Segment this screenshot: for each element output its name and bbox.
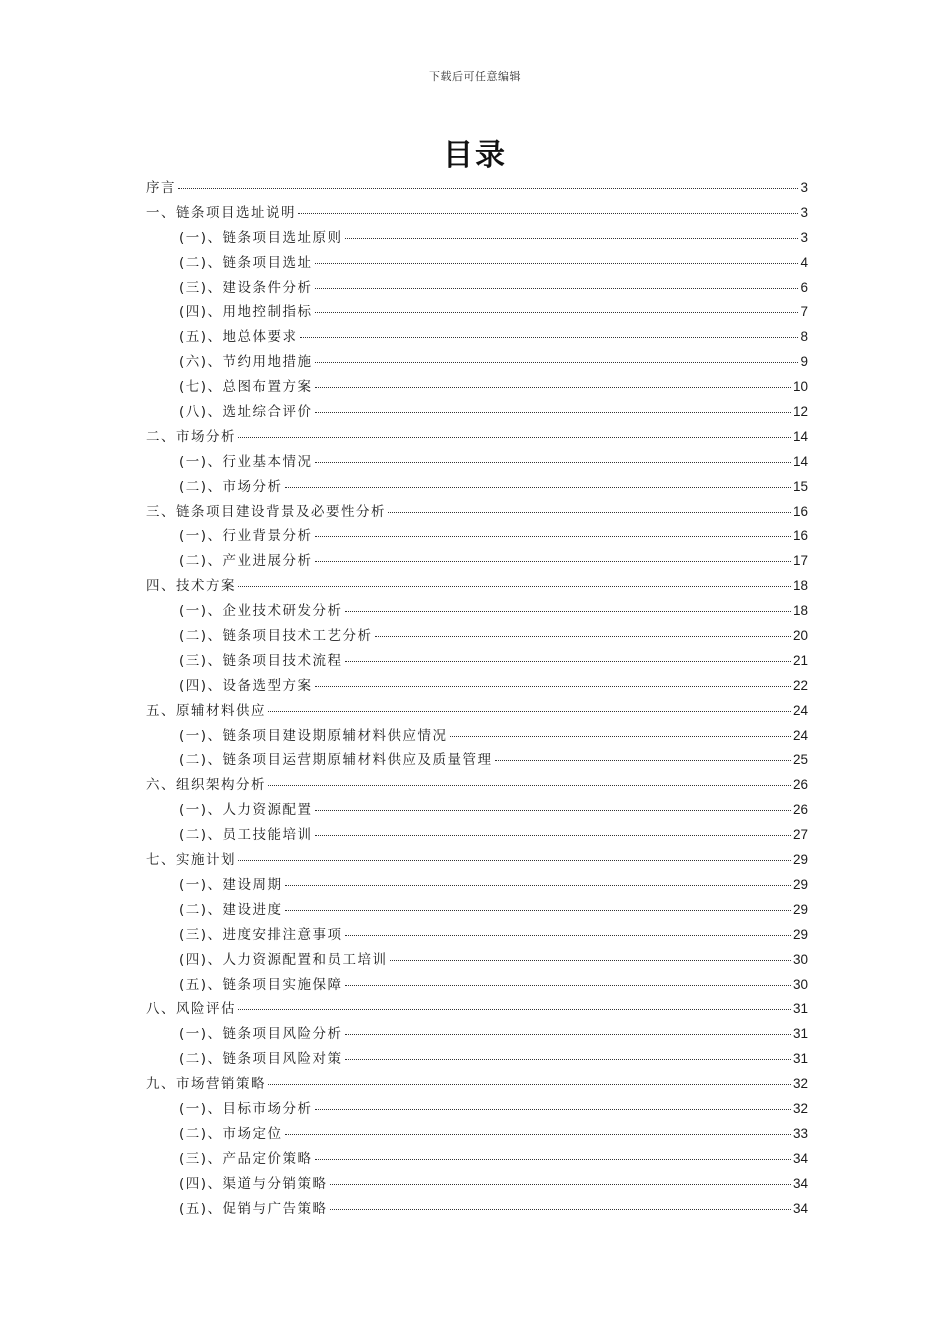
toc-entry-title: 六、组织架构分析 [146, 777, 266, 794]
toc-entry-page: 12 [792, 404, 808, 420]
toc-entry-page: 6 [800, 279, 808, 295]
toc-entry-page: 24 [792, 702, 808, 718]
toc-dot-leader [298, 213, 798, 214]
toc-entry[interactable] [146, 624, 808, 649]
toc-dot-leader [315, 312, 799, 313]
toc-entry[interactable] [146, 226, 808, 251]
toc-entry-page: 17 [792, 553, 808, 569]
toc-entry-page: 8 [800, 329, 808, 345]
toc-dot-leader [315, 835, 791, 836]
toc-entry-page: 4 [800, 254, 808, 270]
toc-dot-leader [238, 1009, 791, 1010]
toc-dot-leader [285, 1134, 791, 1135]
toc-entry[interactable] [146, 500, 808, 525]
toc-dot-leader [345, 238, 799, 239]
toc-entry-page: 22 [792, 677, 808, 693]
toc-dot-leader [345, 935, 791, 936]
toc-entry-page: 29 [792, 852, 808, 868]
toc-entry[interactable] [146, 251, 808, 276]
toc-dot-leader [178, 188, 798, 189]
toc-entry-page: 34 [792, 1200, 808, 1216]
toc-dot-leader [285, 487, 791, 488]
toc-entry-page: 15 [792, 478, 808, 494]
toc-dot-leader [300, 337, 799, 338]
toc-dot-leader [315, 263, 799, 264]
toc-entry-title: (一)、目标市场分析 [179, 1100, 313, 1117]
toc-entry-title: 序言 [146, 180, 176, 196]
toc-entry[interactable] [146, 300, 808, 325]
toc-entry-title: (八)、选址综合评价 [179, 404, 313, 421]
toc-entry-title: (二)、市场定位 [179, 1125, 283, 1142]
toc-entry-title: 九、市场营销策略 [146, 1076, 266, 1093]
toc-dot-leader [315, 1109, 791, 1110]
toc-entry-title: 七、实施计划 [146, 852, 236, 869]
toc-dot-leader [315, 362, 799, 363]
toc-entry-page: 16 [792, 503, 808, 519]
toc-dot-leader [345, 1059, 791, 1060]
toc-entry[interactable] [146, 823, 808, 848]
toc-entry-page: 9 [800, 354, 808, 370]
toc-entry-page: 31 [792, 1051, 808, 1067]
toc-entry-page: 3 [800, 229, 808, 245]
toc-entry[interactable] [146, 973, 808, 998]
toc-entry-title: (二)、产业进展分析 [179, 553, 313, 570]
toc-entry-title: (二)、建设进度 [179, 901, 283, 918]
toc-entry-page: 30 [792, 951, 808, 967]
toc-dot-leader [375, 636, 791, 637]
toc-entry-page: 31 [792, 1001, 808, 1017]
toc-dot-leader [315, 1159, 791, 1160]
toc-entry-title: 二、市场分析 [146, 428, 236, 445]
toc-entry[interactable] [146, 1022, 808, 1047]
toc-dot-leader [495, 760, 791, 761]
toc-entry-title: (二)、员工技能培训 [179, 827, 313, 844]
toc-entry[interactable] [146, 450, 808, 475]
toc-dot-leader [315, 462, 791, 463]
toc-entry-title: (一)、链条项目建设期原辅材料供应情况 [179, 727, 448, 744]
toc-entry-title: (五)、促销与广告策略 [179, 1200, 328, 1217]
toc-dot-leader [450, 736, 791, 737]
toc-entry-page: 7 [800, 304, 808, 320]
toc-entry-page: 24 [792, 727, 808, 743]
toc-entry-title: (一)、行业基本情况 [179, 453, 313, 470]
toc-dot-leader [315, 561, 791, 562]
toc-dot-leader [315, 810, 791, 811]
toc-dot-leader [315, 686, 791, 687]
toc-entry-page: 18 [792, 603, 808, 619]
toc-entry[interactable] [146, 276, 808, 301]
toc-entry-title: 五、原辅材料供应 [146, 702, 266, 719]
toc-entry[interactable] [146, 574, 808, 599]
toc-entry-page: 10 [792, 379, 808, 395]
toc-entry-page: 3 [800, 204, 808, 220]
toc-entry[interactable] [146, 873, 808, 898]
toc-entry[interactable] [146, 699, 808, 724]
toc-entry[interactable] [146, 1172, 808, 1197]
toc-entry-page: 34 [792, 1175, 808, 1191]
toc-entry[interactable] [146, 1097, 808, 1122]
toc-entry[interactable] [146, 1147, 808, 1172]
toc-entry-title: 四、技术方案 [146, 578, 236, 595]
toc-dot-leader [315, 288, 799, 289]
toc-entry[interactable] [146, 997, 808, 1022]
toc-entry-title: (二)、链条项目运营期原辅材料供应及质量管理 [179, 752, 493, 769]
toc-entry-title: (二)、链条项目技术工艺分析 [179, 628, 373, 645]
toc-entry-title: 三、链条项目建设背景及必要性分析 [146, 503, 386, 520]
toc-entry[interactable] [146, 1122, 808, 1147]
toc-entry[interactable] [146, 1047, 808, 1072]
toc-entry[interactable] [146, 649, 808, 674]
toc-entry-page: 18 [792, 578, 808, 594]
toc-dot-leader [238, 860, 791, 861]
toc-entry[interactable] [146, 848, 808, 873]
toc-entry-page: 29 [792, 926, 808, 942]
toc-dot-leader [285, 910, 791, 911]
toc-entry[interactable] [146, 948, 808, 973]
toc-entry[interactable] [146, 1197, 808, 1222]
toc-entry-page: 16 [792, 528, 808, 544]
toc-entry[interactable] [146, 201, 808, 226]
toc-dot-leader [285, 885, 791, 886]
toc-entry[interactable] [146, 773, 808, 798]
toc-dot-leader [268, 1084, 791, 1085]
toc-entry-title: (七)、总图布置方案 [179, 379, 313, 396]
toc-entry-title: (一)、链条项目选址原则 [179, 229, 343, 246]
toc-entry-title: (三)、建设条件分析 [179, 279, 313, 296]
toc-entry-page: 31 [792, 1026, 808, 1042]
toc-entry-page: 20 [792, 628, 808, 644]
toc-entry-title: (一)、建设周期 [179, 876, 283, 893]
toc-entry-title: (四)、设备选型方案 [179, 677, 313, 694]
toc-entry-title: (一)、链条项目风险分析 [179, 1026, 343, 1043]
toc-entry-title: (五)、地总体要求 [179, 329, 298, 346]
toc-entry-title: (三)、进度安排注意事项 [179, 926, 343, 943]
toc-dot-leader [345, 611, 791, 612]
toc-entry-title: (二)、链条项目风险对策 [179, 1051, 343, 1068]
toc-entry-title: (二)、市场分析 [179, 478, 283, 495]
toc-entry-title: (四)、人力资源配置和员工培训 [179, 951, 388, 968]
toc-entry[interactable] [146, 375, 808, 400]
toc-dot-leader [238, 437, 791, 438]
toc-entry-page: 33 [792, 1125, 808, 1141]
toc-entry-page: 26 [792, 802, 808, 818]
toc-entry-page: 3 [800, 180, 808, 195]
toc-entry[interactable] [146, 425, 808, 450]
page-title: 目录 [443, 138, 507, 173]
toc-dot-leader [345, 985, 791, 986]
toc-entry[interactable] [146, 898, 808, 923]
toc-entry[interactable] [146, 350, 808, 375]
toc-entry-page: 21 [792, 652, 808, 668]
toc-entry-page: 25 [792, 752, 808, 768]
toc-dot-leader [345, 661, 791, 662]
toc-entry-page: 14 [792, 453, 808, 469]
toc-entry-page: 29 [792, 876, 808, 892]
toc-entry-page: 34 [792, 1150, 808, 1166]
toc-entry-page: 30 [792, 976, 808, 992]
toc-dot-leader [315, 536, 791, 537]
toc-dot-leader [345, 1034, 791, 1035]
toc-dot-leader [268, 711, 791, 712]
toc-dot-leader [330, 1184, 791, 1185]
toc-entry-title: (四)、用地控制指标 [179, 304, 313, 321]
toc-entry[interactable] [146, 400, 808, 425]
toc-entry[interactable] [146, 475, 808, 500]
toc-entry[interactable] [146, 325, 808, 350]
toc-dot-leader [238, 586, 791, 587]
toc-entry-page: 32 [792, 1076, 808, 1092]
toc-dot-leader [268, 785, 791, 786]
toc-entry-title: (三)、产品定价策略 [179, 1150, 313, 1167]
toc-entry[interactable] [146, 1072, 808, 1097]
toc-entry[interactable] [146, 599, 808, 624]
toc-entry[interactable] [146, 724, 808, 749]
toc-entry[interactable] [146, 748, 808, 773]
toc-entry-title: (一)、人力资源配置 [179, 802, 313, 819]
table-of-contents [146, 176, 808, 1221]
toc-entry[interactable] [146, 798, 808, 823]
toc-entry-title: (四)、渠道与分销策略 [179, 1175, 328, 1192]
toc-entry-title: (五)、链条项目实施保障 [179, 976, 343, 993]
toc-dot-leader [330, 1209, 791, 1210]
toc-entry[interactable] [146, 923, 808, 948]
toc-dot-leader [390, 960, 791, 961]
toc-entry[interactable] [146, 674, 808, 699]
toc-entry-title: (六)、节约用地措施 [179, 354, 313, 371]
toc-dot-leader [315, 387, 791, 388]
toc-entry-page: 29 [792, 901, 808, 917]
toc-entry-title: (二)、链条项目选址 [179, 254, 313, 271]
toc-entry-title: (一)、企业技术研发分析 [179, 603, 343, 620]
toc-entry-title: (三)、链条项目技术流程 [179, 652, 343, 669]
toc-entry-page: 27 [792, 827, 808, 843]
toc-entry[interactable] [146, 176, 808, 201]
toc-entry[interactable] [146, 524, 808, 549]
toc-entry-page: 26 [792, 777, 808, 793]
toc-entry[interactable] [146, 549, 808, 574]
toc-entry-title: 八、风险评估 [146, 1001, 236, 1018]
toc-entry-title: (一)、行业背景分析 [179, 528, 313, 545]
toc-entry-page: 32 [792, 1100, 808, 1116]
toc-entry-title: 一、链条项目选址说明 [146, 204, 296, 221]
toc-entry-page: 14 [792, 428, 808, 444]
toc-dot-leader [388, 512, 791, 513]
toc-dot-leader [315, 412, 791, 413]
page-header: 下载后可任意编辑 [429, 70, 521, 83]
